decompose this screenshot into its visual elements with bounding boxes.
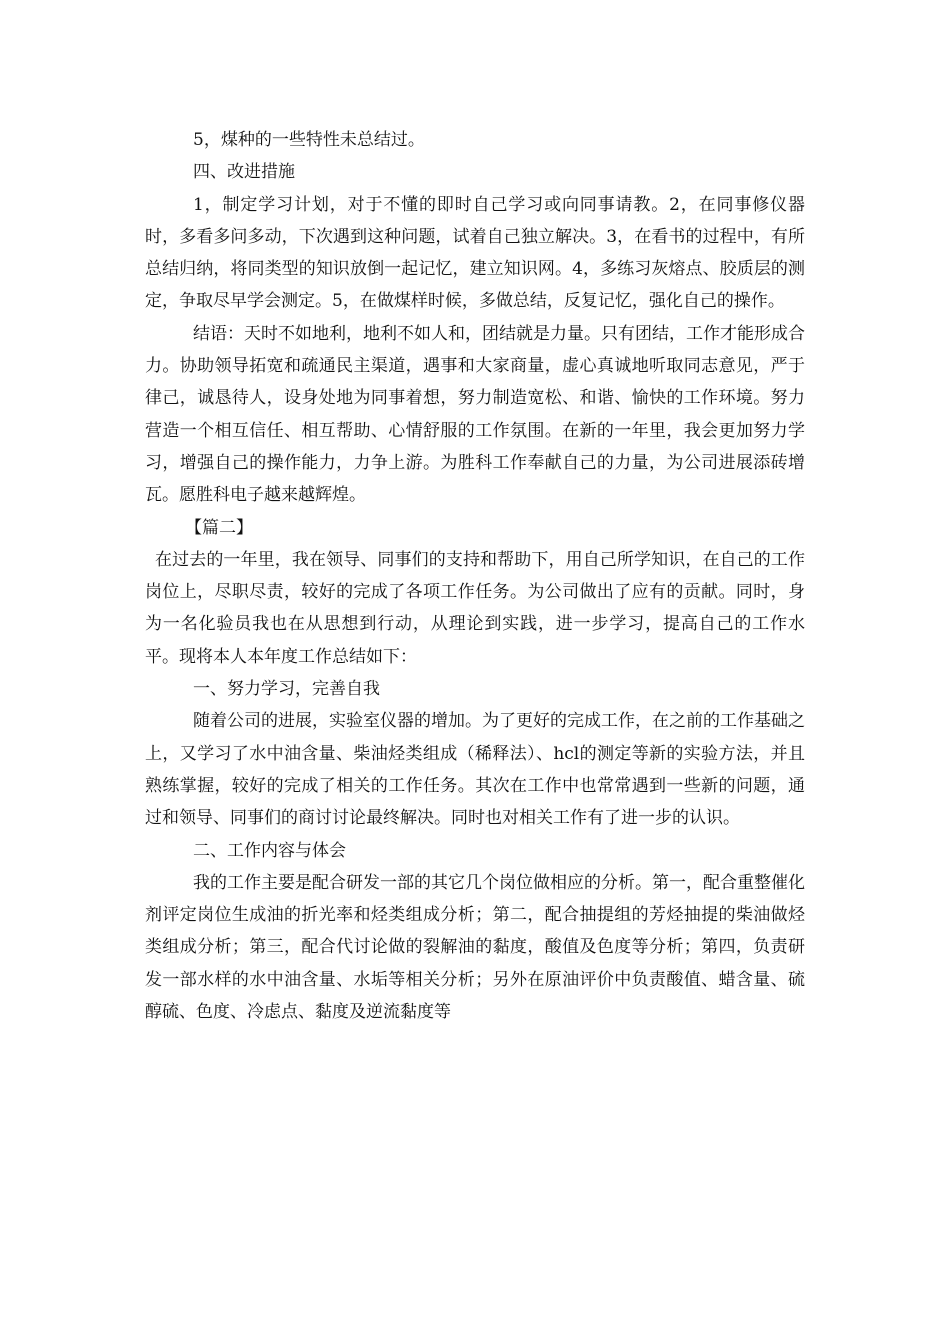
paragraph-coal-properties: 5，煤种的一些特性未总结过。	[193, 130, 425, 150]
heading-work-content: 二、工作内容与体会	[193, 840, 346, 861]
paragraph-part-two-intro: 在过去的一年里，我在领导、同事们的支持和帮助下，用自己所学知识，在自己的工作岗位上，尽职尽责，较好的完成了各项工作任务。为公司做出了应有的贡献。同时，身为一名化验员我也在从思想到行动，从理论到实践，进一步学习，提高自己的工作水平。现将本人本年度工作总结如下：	[145, 549, 805, 667]
paragraph-work-details: 我的工作主要是配合研发一部的其它几个岗位做相应的分析。第一，配合重整催化剂评定岗位生成油的折光率和烃类组成分析；第二，配合抽提组的芳烃抽提的柴油做烃类组成分析；第三，配合代讨论做的裂解油的黏度，酸值及色度等分析；第四，负责研发一部水样的水中油含量、水垢等相关分析；另外在原油评价中负责酸值、蜡含量、硫醇硫、色度、冷虑点、黏度及逆流黏度等	[145, 872, 805, 1023]
heading-improvement-measures: 四、改进措施	[193, 162, 295, 183]
document-body	[145, 124, 805, 1028]
heading-part-two: 【篇二】	[185, 517, 253, 538]
paragraph-conclusion: 结语：天时不如地利，地利不如人和，团结就是力量。只有团结，工作才能形成合力。协助领导拓宽和疏通民主渠道，遇事和大家商量，虚心真诚地听取同志意见，严于律己，诚恳待人，设身处地为同事着想，努力制造宽松、和谐、愉快的工作环境。努力营造一个相互信任、相互帮助、心情舒服的工作氛围。在新的一年里，我会更加努力学习，增强自己的操作能力，力争上游。为胜科工作奉献自己的力量，为公司进展添砖增瓦。愿胜科电子越来越辉煌。	[145, 323, 805, 506]
paragraph-improvement-list: 1，制定学习计划，对于不懂的即时自己学习或向同事请教。2，在同事修仪器时，多看多问多动，下次遇到这种问题，试着自己独立解决。3，在看书的过程中，有所总结归纳，将同类型的知识放倒一起记忆，建立知识网。4，多练习灰熔点、胶质层的测定，争取尽早学会测定。5，在做煤样时候，多做总结，反复记忆，强化自己的操作。	[145, 194, 805, 312]
paragraph-study-details: 随着公司的进展，实验室仪器的增加。为了更好的完成工作，在之前的工作基础之上，又学习了水中油含量、柴油烃类组成（稀释法）、hcl的测定等新的实验方法，并且熟练掌握，较好的完成了相关的工作任务。其次在工作中也常常遇到一些新的问题，通过和领导、同事们的商讨讨论最终解决。同时也对相关工作有了进一步的认识。	[145, 711, 805, 829]
heading-study-hard: 一、努力学习，完善自我	[193, 679, 380, 700]
